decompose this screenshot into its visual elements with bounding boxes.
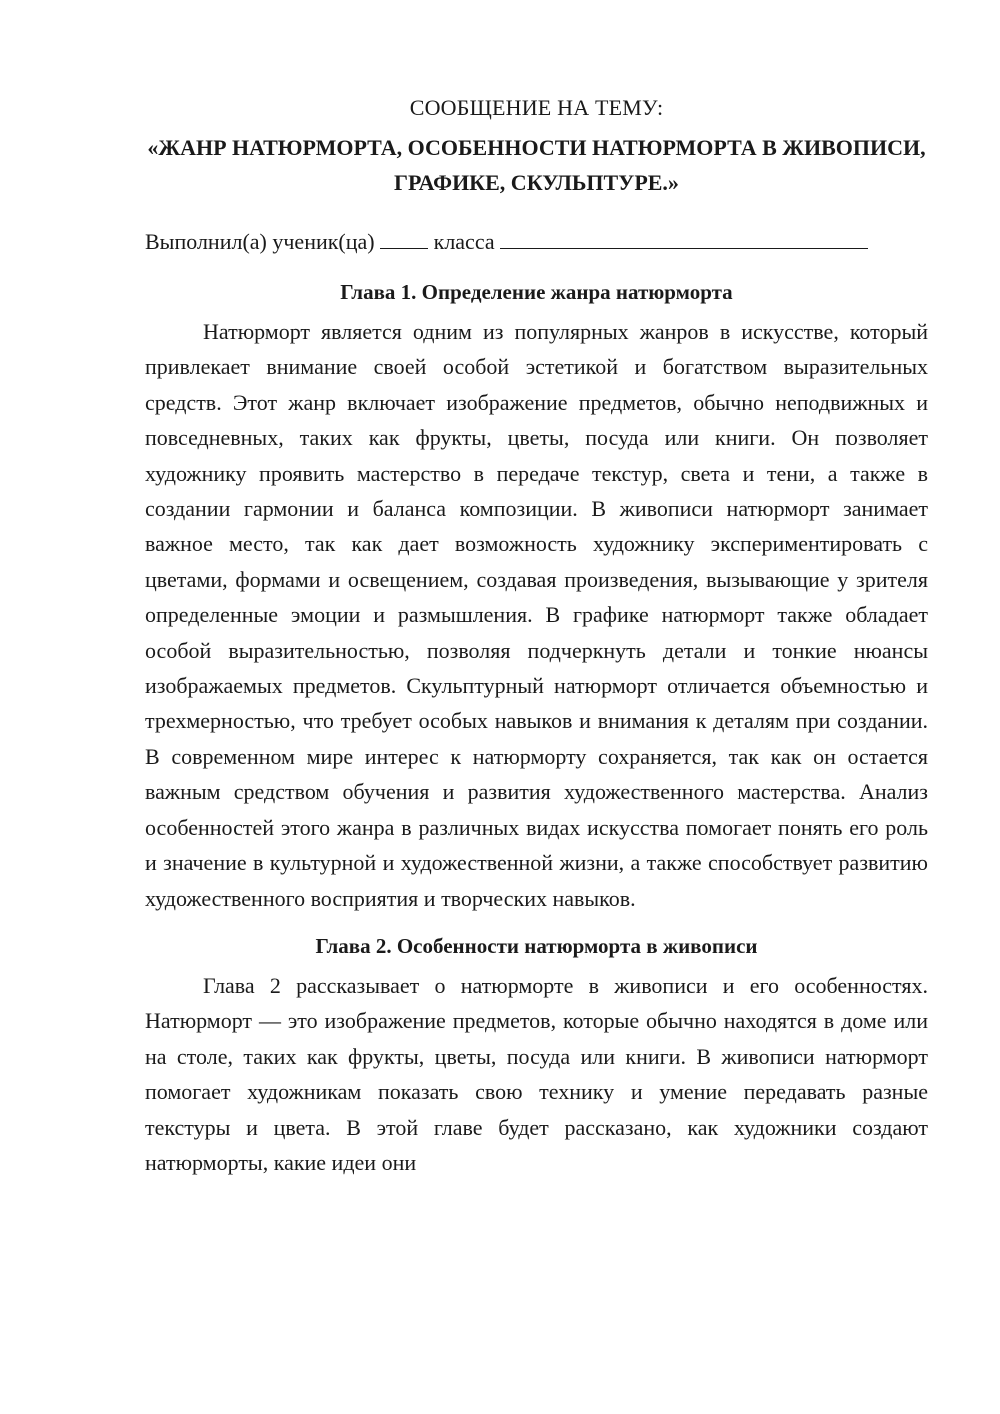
chapter-paragraph: Натюрморт является одним из популярных жанров в искусстве, который привлекает внимание своей особой эстетикой и богатством выразительных средств. Этот жанр включает изображение предметов, обычно неподвижных и повседневных, таких как фрукты, цветы, посуда или книги. Он позволяет художнику проявить мастерство в передаче текстур, света и тени, а также в создании гармонии и баланса композиции. В живописи натюрморт занимает важное место, так как дает возможность художнику экспериментировать с цветами, формами и освещением, создавая произведения, вызывающие у зрителя определенные эмоции и размышления. В графике натюрморт также обладает особой выразительностью, позволяя подчеркнуть детали и тонкие нюансы изображаемых предметов. Скульптурный натюрморт отличается объемностью и трехмерностью, что требует особых навыков и внимания к деталям при создании. В современном мире интерес к натюрморту сохраняется, так как он остается важным средством обучения и развития художественного мастерства. Анализ особенностей этого жанра в различных видах искусства помогает понять его роль и значение в культурной и художественной жизни, а также способствует развитию художественного восприятия и творческих навыков. [145,319,928,911]
signature-line [145,226,928,258]
chapter-title: Глава 2. Особенности натюрморта в живописи [315,933,758,958]
document-header-line: СООБЩЕНИЕ НА ТЕМУ: [409,95,664,120]
chapter-section [145,930,928,1180]
chapter-paragraph: Глава 2 рассказывает о натюрморте в живописи и его особенностях. Натюрморт — это изображение предметов, которые обычно находятся в доме или на столе, таких как фрукты, цветы, посуда или книги. В живописи натюрморт помогает художникам показать свою технику и умение передавать разные текстуры и цвета. В этой главе будет рассказано, как художники создают натюрморты, какие идеи они [145,972,928,1175]
class-number-blank [380,226,428,249]
performed-by-label: Выполнил(а) ученик(ца) [145,229,375,254]
class-label: класса [433,229,495,254]
document-title: «ЖАНР НАТЮРМОРТА, ОСОБЕННОСТИ НАТЮРМОРТА В ЖИВОПИСИ, ГРАФИКЕ, СКУЛЬПТУРЕ.» [147,135,926,195]
chapter-section [145,276,928,916]
chapter-title: Глава 1. Определение жанра натюрморта [340,280,733,304]
document-page [145,92,928,1194]
student-name-blank [500,226,868,249]
